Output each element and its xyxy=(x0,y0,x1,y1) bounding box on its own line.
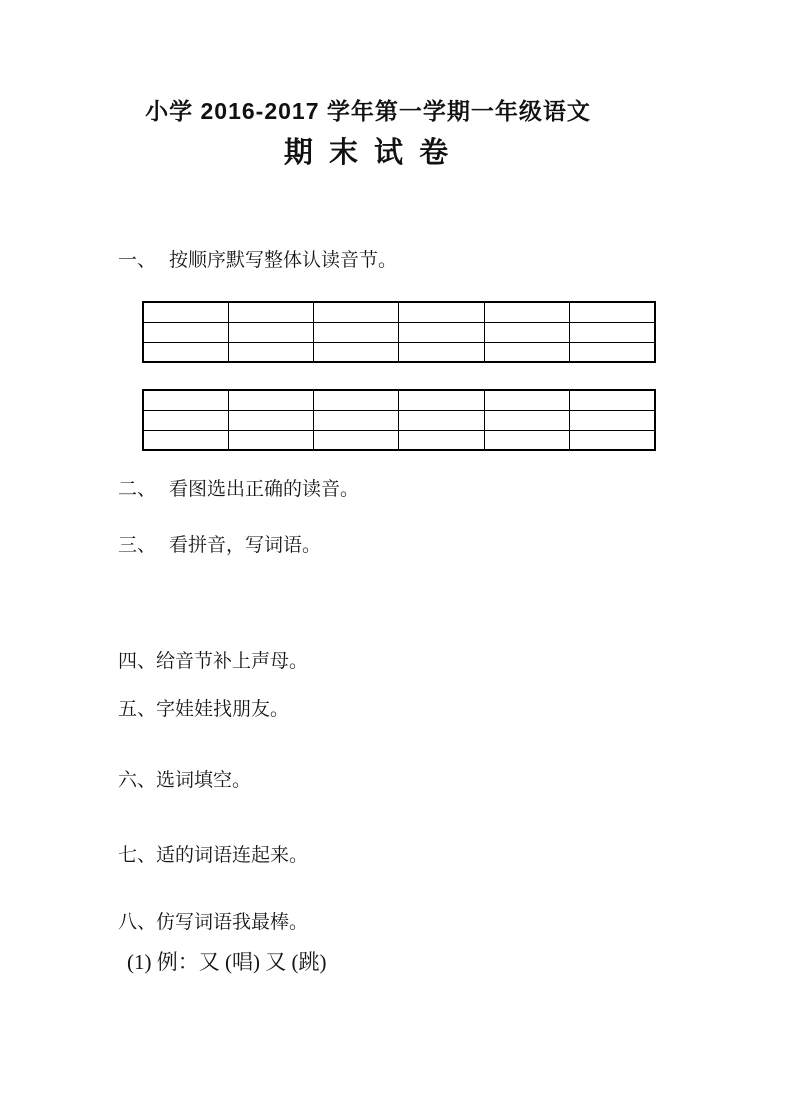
section-heading-7 xyxy=(118,844,308,868)
section-3-text: 看拼音，写词语。 xyxy=(169,535,322,556)
answer-cell xyxy=(314,322,399,342)
answer-cell xyxy=(399,322,484,342)
answer-cell xyxy=(314,342,399,362)
header xyxy=(0,96,736,170)
answer-cell xyxy=(314,410,399,430)
answer-cell xyxy=(484,342,569,362)
answer-cell xyxy=(399,410,484,430)
answer-cell xyxy=(570,322,655,342)
section-1-number: 一、 xyxy=(118,250,157,271)
section-heading-2 xyxy=(118,478,359,502)
section-4-text: 给音节补上声母。 xyxy=(156,651,309,672)
answer-cell xyxy=(570,430,655,450)
answer-cell xyxy=(314,302,399,322)
answer-cell xyxy=(484,410,569,430)
answer-cell xyxy=(143,322,228,342)
answer-cell xyxy=(228,430,313,450)
answer-cell xyxy=(570,342,655,362)
answer-cell xyxy=(399,430,484,450)
section-3-number: 三、 xyxy=(118,535,157,556)
section-heading-5 xyxy=(118,698,289,722)
section-2-text: 看图选出正确的读音。 xyxy=(169,479,360,500)
answer-cell xyxy=(228,390,313,410)
answer-cell xyxy=(314,390,399,410)
answer-cell xyxy=(484,302,569,322)
answer-cell xyxy=(399,390,484,410)
section-4-number: 四、 xyxy=(118,651,157,672)
answer-cell xyxy=(228,342,313,362)
answer-cell xyxy=(143,302,228,322)
answer-cell xyxy=(228,302,313,322)
answer-cell xyxy=(570,410,655,430)
answer-cell xyxy=(484,390,569,410)
section-heading-3 xyxy=(118,534,321,558)
answer-table-1 xyxy=(142,301,656,363)
answer-cell xyxy=(570,390,655,410)
answer-table-2 xyxy=(142,389,656,451)
section-heading-4 xyxy=(118,650,308,674)
section-6-text: 选词填空。 xyxy=(156,770,252,791)
answer-cell xyxy=(228,322,313,342)
page-subtitle: 期 末 试 卷 xyxy=(283,137,453,169)
answer-cell xyxy=(314,430,399,450)
section-5-text: 字娃娃找朋友。 xyxy=(156,699,290,720)
answer-cell xyxy=(143,430,228,450)
section-5-number: 五、 xyxy=(118,699,157,720)
answer-cell xyxy=(399,342,484,362)
answer-cell xyxy=(228,410,313,430)
section-1-text: 按顺序默写整体认读音节。 xyxy=(169,250,398,271)
answer-cell xyxy=(484,322,569,342)
section-2-number: 二、 xyxy=(118,479,157,500)
section-8-text: 仿写词语我最棒。 xyxy=(156,912,309,933)
section-7-number: 七、 xyxy=(118,845,157,866)
section-heading-1 xyxy=(118,249,397,273)
section-8-number: 八、 xyxy=(118,912,157,933)
answer-cell xyxy=(484,430,569,450)
section-heading-6 xyxy=(118,769,251,793)
example-line: (1) 例：又 (唱) 又 (跳) xyxy=(127,950,327,974)
answer-cell xyxy=(143,342,228,362)
section-6-number: 六、 xyxy=(118,770,157,791)
answer-cell xyxy=(570,302,655,322)
section-heading-8 xyxy=(118,911,308,935)
answer-cell xyxy=(143,390,228,410)
answer-cell xyxy=(399,302,484,322)
page-title: 小学 2016-2017 学年第一学期一年级语文 xyxy=(145,98,591,124)
answer-cell xyxy=(143,410,228,430)
section-7-text: 适的词语连起来。 xyxy=(156,845,309,866)
